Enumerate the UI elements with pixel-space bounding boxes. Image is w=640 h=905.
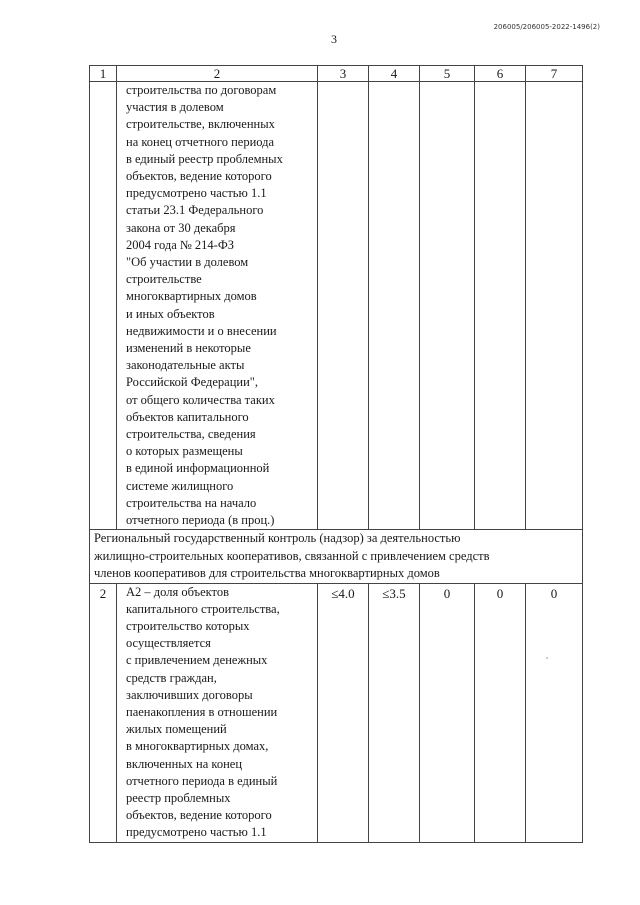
header-col-2: 2 [117,66,318,82]
description-line: законодательные акты [126,358,245,373]
description-line: строительства, сведения [126,427,256,442]
row-continued-num-cell [90,82,117,530]
description-line: паенакопления в отношении [126,704,278,719]
row-continued-col-4 [369,82,420,530]
description-line: осуществляется [126,636,211,651]
document-id: 206005/206005-2022-1496(2) [493,23,600,31]
description-line: в единый реестр проблемных [126,151,283,166]
row-continued-col-7 [526,82,583,530]
page-number: 3 [331,32,337,46]
description-line: участия в долевом [126,100,224,115]
description-line: предусмотрено частью 1.1 [126,186,267,201]
description-line: реестр проблемных [126,790,231,805]
section-heading-row [90,530,583,583]
description-line: А2 – доля объектов [126,584,230,599]
section-heading-cell [90,530,583,583]
header-col-5: 5 [420,66,475,82]
description-line: капитального строительства, [126,601,280,616]
header-col-1: 1 [90,66,117,82]
row-2-value-col-3: ≤4.0 [318,583,369,842]
section-heading-line: жилищно-строительных кооперативов, связанной с привлечением средств [94,548,490,563]
table-row-continued [90,82,583,530]
description-line: строительстве [126,272,202,287]
description-line: на конец отчетного периода [126,134,275,149]
description-line: Российской Федерации", [126,375,258,390]
description-line: объектов капитального [126,409,249,424]
scan-speck [546,657,548,659]
description-line: статьи 23.1 Федерального [126,203,264,218]
header-col-3: 3 [318,66,369,82]
section-heading-line: Региональный государственный контроль (надзор) за деятельностью [94,531,461,546]
description-line: недвижимости и о внесении [126,323,277,338]
description-line: закона от 30 декабря [126,220,236,235]
description-line: "Об участии в долевом [126,255,249,270]
description-line: строительство которых [126,618,250,633]
description-line: отчетного периода в единый [126,773,278,788]
header-col-6: 6 [475,66,526,82]
description-line: строительства на начало [126,495,257,510]
row-2-value-col-6: 0 [475,583,526,842]
row-2-description [117,583,318,842]
row-continued-col-3 [318,82,369,530]
row-continued-col-6 [475,82,526,530]
description-line: многоквартирных домов [126,289,257,304]
header-col-7: 7 [526,66,583,82]
description-line: и иных объектов [126,306,215,321]
description-line: включенных на конец [126,756,243,771]
table-row-2 [90,583,583,842]
description-line: заключивших договоры [126,687,253,702]
description-line: 2004 года № 214-ФЗ [126,237,234,252]
header-col-4: 4 [369,66,420,82]
row-2-value-col-4: ≤3.5 [369,583,420,842]
section-heading-line: членов кооперативов для строительства многоквартирных домов [94,566,440,581]
indicators-table [89,65,583,843]
row-2-value-col-5: 0 [420,583,475,842]
description-line: предусмотрено частью 1.1 [126,825,267,840]
description-line: объектов, ведение которого [126,808,272,823]
description-line: строительстве, включенных [126,117,275,132]
row-continued-col-5 [420,82,475,530]
row-2-number: 2 [90,583,117,842]
description-line: отчетного периода (в проц.) [126,513,275,528]
row-continued-description [117,82,318,530]
description-line: в единой информационной [126,461,270,476]
description-line: в многоквартирных домах, [126,739,269,754]
header-row [90,66,583,82]
description-line: жилых помещений [126,722,227,737]
description-line: системе жилищного [126,478,234,493]
row-2-value-col-7: 0 [526,583,583,842]
description-line: объектов, ведение которого [126,169,272,184]
description-line: от общего количества таких [126,392,275,407]
description-line: строительства по договорам [126,83,277,97]
description-line: изменений в некоторые [126,341,251,356]
description-line: с привлечением денежных [126,653,268,668]
description-line: о которых размещены [126,444,243,459]
description-line: средств граждан, [126,670,217,685]
